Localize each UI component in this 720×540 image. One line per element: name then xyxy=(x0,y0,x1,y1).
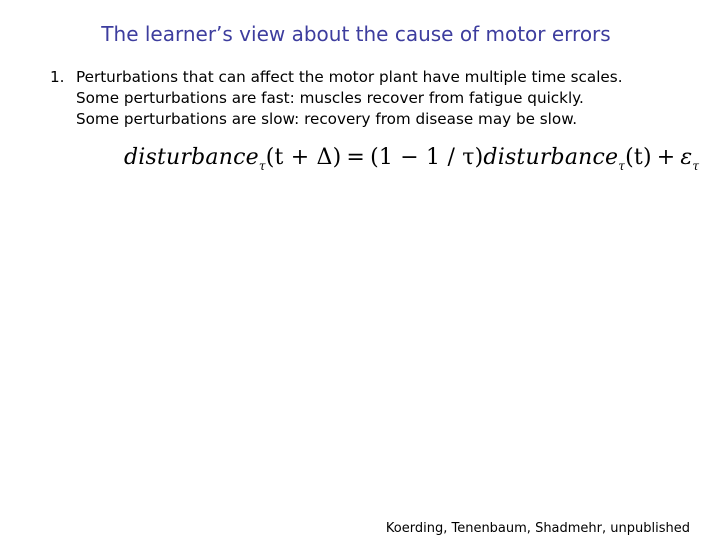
bullet-line-1: Perturbations that can affect the motor plant have multiple time scales. xyxy=(76,68,623,86)
equation-lhs-word: disturbance xyxy=(124,145,259,170)
equation-rhs-word: disturbance xyxy=(483,145,619,170)
equation-lhs-argument: (t + Δ) xyxy=(265,145,342,170)
equation-plus: + xyxy=(656,145,676,170)
bullet-list-item xyxy=(50,67,710,130)
bullet-line-3: Some perturbations are slow: recovery from disease may be slow. xyxy=(76,110,578,128)
equation-lhs-subscript: τ xyxy=(258,159,266,173)
citation: Koerding, Tenenbaum, Shadmehr, unpublished xyxy=(385,521,690,536)
equation-decay-factor: (1 − 1 / τ) xyxy=(370,145,484,170)
equation-equals: = xyxy=(346,145,366,170)
bullet-line-2: Some perturbations are fast: muscles recover from fatigue quickly. xyxy=(76,89,584,107)
bullet-number: 1. xyxy=(50,68,65,86)
equation-noise: ε xyxy=(680,145,693,170)
equation-rhs-subscript: τ xyxy=(618,159,626,173)
disturbance-equation xyxy=(124,145,700,173)
bullet-text xyxy=(76,67,710,130)
slide-title: The learner’s view about the cause of motor errors xyxy=(101,22,611,46)
equation-noise-subscript: τ xyxy=(692,159,700,173)
equation-rhs-argument: (t) xyxy=(625,145,652,170)
